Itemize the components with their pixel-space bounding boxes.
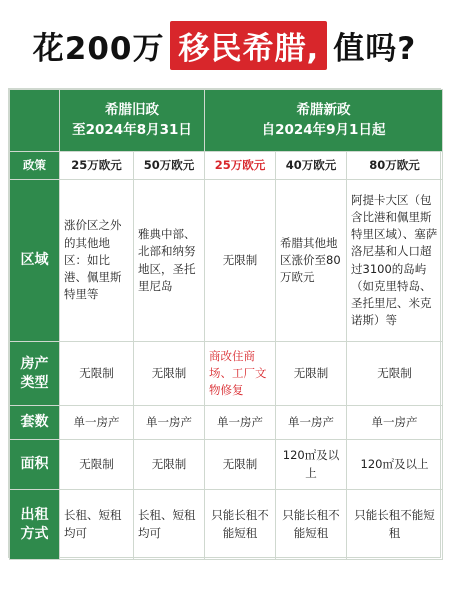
- count-row: [10, 406, 443, 440]
- row-label-property-type: 房产类型: [10, 342, 60, 406]
- region-cell: 涨价区之外的其他地区：如比港、佩里斯特里等: [60, 180, 134, 342]
- count-cell: 单一房产: [134, 406, 205, 440]
- region-row: [10, 180, 443, 342]
- comparison-table: [8, 88, 441, 558]
- title-part1: 花200万: [32, 30, 165, 67]
- area-cell: 无限制: [134, 440, 205, 490]
- policy-cell-highlight: 25万欧元: [205, 152, 276, 180]
- region-cell: 无限制: [205, 180, 276, 342]
- new-policy-header: [205, 90, 443, 152]
- count-cell: 单一房产: [205, 406, 276, 440]
- policy-cell: 40万欧元: [276, 152, 347, 180]
- rental-cell: 只能长租不能短租: [205, 490, 276, 560]
- region-cell: 雅典中部、北部和纳努地区，圣托里尼岛: [134, 180, 205, 342]
- region-cell: 阿提卡大区（包含比港和佩里斯特里区域）、塞萨洛尼基和人口超过3100的岛屿（如克里特岛、圣托里尼、米克诺斯）等: [347, 180, 443, 342]
- count-cell: 单一房产: [347, 406, 443, 440]
- property-type-cell: 无限制: [60, 342, 134, 406]
- policy-cell: 80万欧元: [347, 152, 443, 180]
- rental-cell: 只能长租不能短租: [276, 490, 347, 560]
- property-type-cell: 无限制: [276, 342, 347, 406]
- area-cell: 120㎡及以上: [347, 440, 443, 490]
- new-policy-date: 自2024年9月1日起: [261, 121, 386, 138]
- corner-cell: [10, 90, 60, 152]
- title-highlight: 移民希腊,: [170, 21, 327, 70]
- row-label-count: 套数: [10, 406, 60, 440]
- region-cell: 希腊其他地区涨价至80万欧元: [276, 180, 347, 342]
- new-policy-title: 希腊新政: [296, 101, 351, 118]
- count-cell: 单一房产: [276, 406, 347, 440]
- policy-cell: 50万欧元: [134, 152, 205, 180]
- count-cell: 单一房产: [60, 406, 134, 440]
- row-label-policy: 政策: [10, 152, 60, 180]
- rental-row: [10, 490, 443, 560]
- title-part2: 值吗?: [333, 30, 417, 67]
- policy-cell: 25万欧元: [60, 152, 134, 180]
- header-row: [10, 90, 443, 152]
- rental-cell: 长租、短租均可: [134, 490, 205, 560]
- old-policy-header: [60, 90, 205, 152]
- property-type-row: [10, 342, 443, 406]
- old-policy-date: 至2024年8月31日: [72, 121, 192, 138]
- page-title: [0, 18, 449, 72]
- area-cell: 无限制: [205, 440, 276, 490]
- row-label-area: 面积: [10, 440, 60, 490]
- area-cell: 120㎡及以上: [276, 440, 347, 490]
- row-label-rental: 出租方式: [10, 490, 60, 560]
- rental-cell: 长租、短租均可: [60, 490, 134, 560]
- area-row: [10, 440, 443, 490]
- property-type-cell: 无限制: [134, 342, 205, 406]
- row-label-region: 区域: [10, 180, 60, 342]
- property-type-cell: 无限制: [347, 342, 443, 406]
- property-type-cell-highlight: 商改住商场、工厂文物修复: [205, 342, 276, 406]
- policy-row: [10, 152, 443, 180]
- old-policy-title: 希腊旧政: [105, 101, 159, 118]
- area-cell: 无限制: [60, 440, 134, 490]
- rental-cell: 只能长租不能短租: [347, 490, 443, 560]
